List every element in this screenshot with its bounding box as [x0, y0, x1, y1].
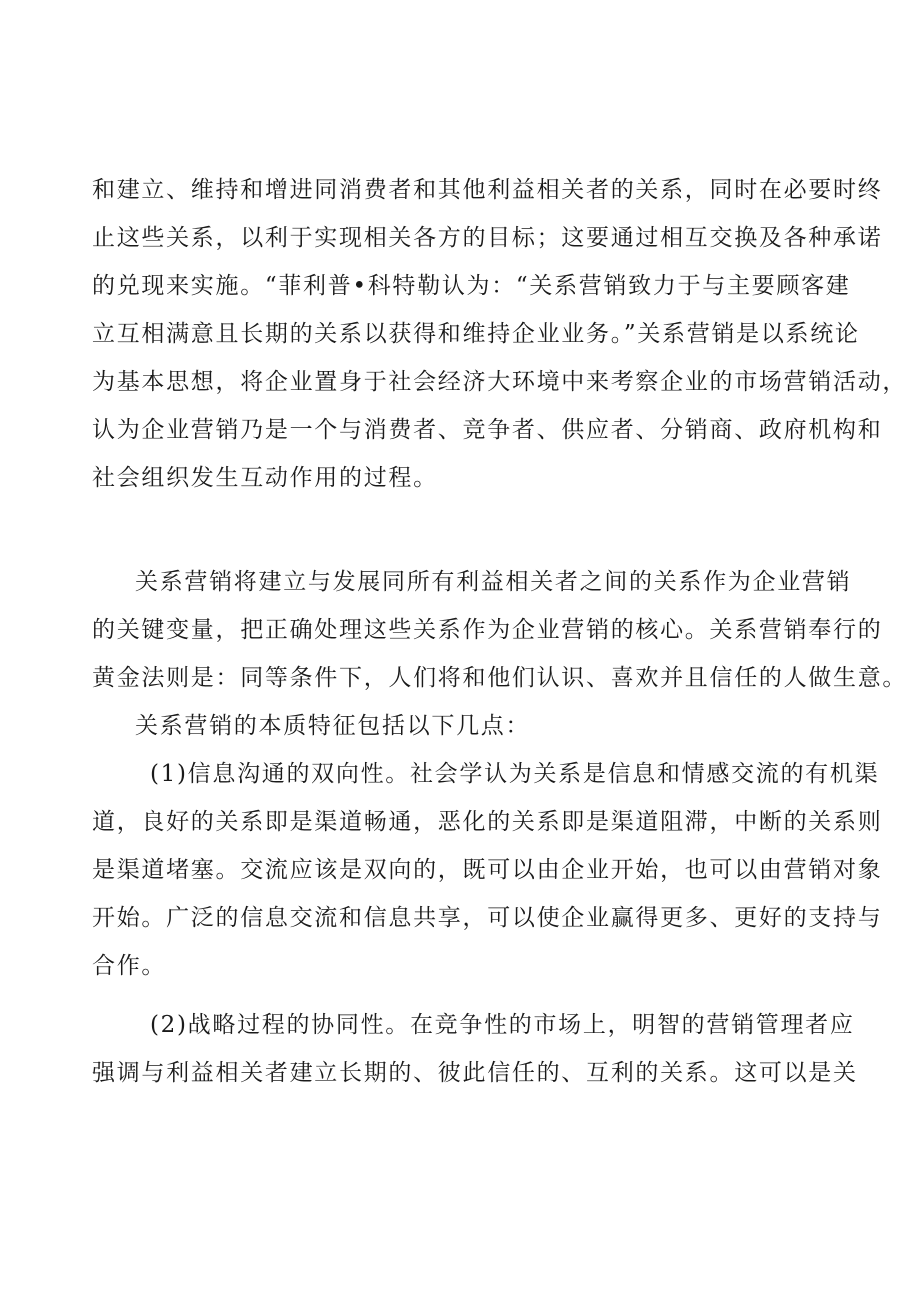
- numbered-item-first-line: (2)战略过程的协同性。在竞争性的市场上，明智的营销管理者应: [150, 1012, 855, 1038]
- text-line: 为基本思想，将企业置身于社会经济大环境中来考察企业的市场营销活动，: [92, 369, 908, 395]
- text-line: 的关键变量，把正确处理这些关系作为企业营销的核心。关系营销奉行的: [92, 617, 883, 643]
- text-line: 是渠道堵塞。交流应该是双向的，既可以由企业开始，也可以由营销对象: [92, 857, 883, 883]
- text-line: 强调与利益相关者建立长期的、彼此信任的、互利的关系。这可以是关: [92, 1060, 858, 1086]
- text-line: 道，良好的关系即是渠道畅通，恶化的关系即是渠道阻滞，中断的关系则: [92, 809, 883, 835]
- text-line: 立互相满意且长期的关系以获得和维持企业业务。”关系营销是以系统论: [92, 321, 860, 347]
- paragraph-first-line: 关系营销的本质特征包括以下几点：: [135, 713, 531, 739]
- text-line: 合作。: [92, 953, 167, 979]
- text-line: 认为企业营销乃是一个与消费者、竞争者、供应者、分销商、政府机构和: [92, 417, 883, 443]
- text-line: 的兑现来实施。“菲利普•科特勒认为：“关系营销致力于与主要顾客建: [92, 273, 851, 299]
- paragraph-first-line: 关系营销将建立与发展同所有利益相关者之间的关系作为企业营销: [135, 569, 852, 595]
- text-line: 止这些关系，以利于实现相关各方的目标；这要通过相互交换及各种承诺: [92, 225, 883, 251]
- numbered-item-first-line: (1)信息沟通的双向性。社会学认为关系是信息和情感交流的有机渠: [150, 761, 880, 787]
- text-line: 社会组织发生互动作用的过程。: [92, 465, 438, 491]
- text-line: 和建立、维持和增进同消费者和其他利益相关者的关系，同时在必要时终: [92, 177, 883, 203]
- text-line: 开始。广泛的信息交流和信息共享，可以使企业赢得更多、更好的支持与: [92, 905, 883, 931]
- text-line: 黄金法则是：同等条件下，人们将和他们认识、喜欢并且信任的人做生意。: [92, 665, 908, 691]
